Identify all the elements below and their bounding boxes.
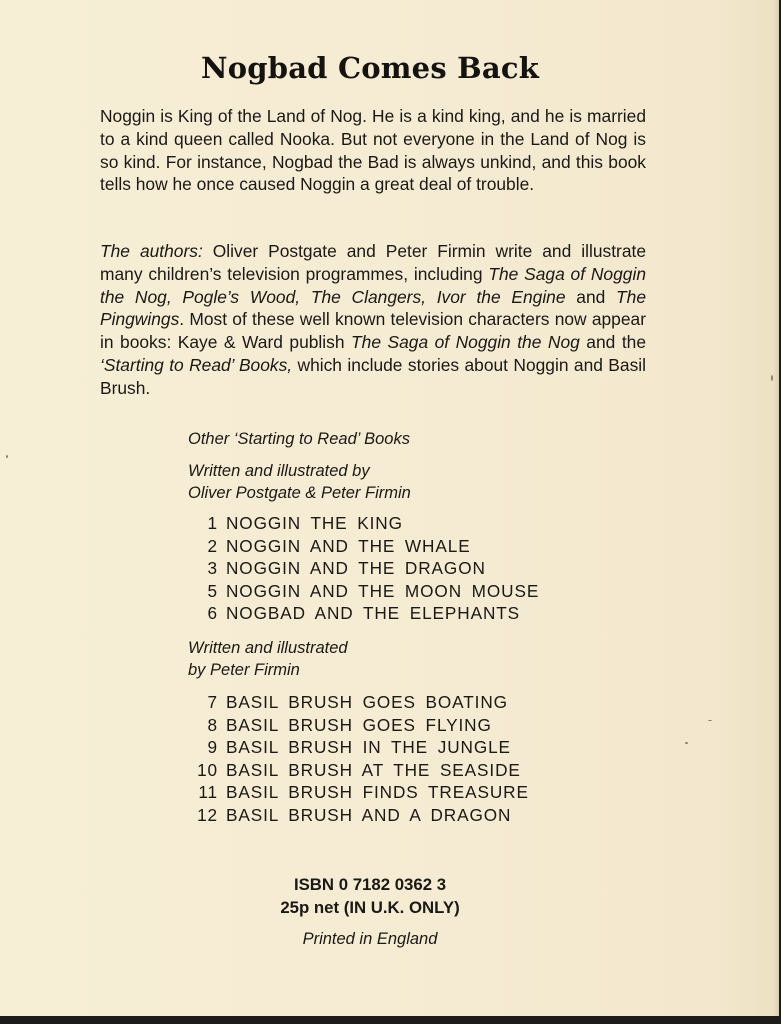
book-number: 10 bbox=[197, 759, 218, 780]
blurb-paragraph: Noggin is King of the Land of Nog. He is a kind king, and he is married to a kind queen called Nooka. But not everyone in the Land of Nog is so kind. For instance, Nogbad the Bad is always unkind, and this book tells how he once caused Noggin a great deal of trouble. bbox=[100, 106, 646, 195]
authors-text: . Most of these well known television characters now appear in books: Kaye & Ward publish bbox=[100, 309, 646, 353]
printed-in: Printed in England bbox=[302, 930, 438, 948]
list-item bbox=[188, 557, 608, 580]
colophon bbox=[200, 873, 540, 949]
book-number: 5 bbox=[207, 580, 218, 601]
list-item bbox=[188, 759, 608, 782]
book-number: 11 bbox=[198, 782, 218, 803]
book-number: 1 bbox=[207, 513, 218, 533]
credit-line: Written and illustrated by bbox=[188, 462, 370, 480]
programme-title: The Pingwings bbox=[100, 286, 646, 330]
spine-edge bbox=[773, 0, 779, 1016]
book-series-title: ‘Starting to Read’ Books, bbox=[100, 354, 293, 375]
book-title-item: BASIL BRUSH GOES BOATING bbox=[226, 692, 508, 712]
book-title-item: NOGGIN AND THE MOON MOUSE bbox=[226, 580, 540, 601]
paper-speck bbox=[685, 742, 688, 744]
book-number: 2 bbox=[207, 535, 218, 556]
book-list-noggin bbox=[188, 512, 608, 625]
book-number: 7 bbox=[207, 692, 218, 712]
book-number: 8 bbox=[207, 714, 218, 735]
authors-paragraph bbox=[100, 240, 646, 400]
book-title-item: NOGBAD AND THE ELEPHANTS bbox=[226, 603, 521, 624]
list-item bbox=[188, 736, 608, 759]
paper-speck bbox=[6, 455, 8, 458]
list-item bbox=[188, 580, 608, 603]
authors-text: which include stories about Noggin and Basil Brush. bbox=[100, 354, 646, 398]
price: 25p net (IN U.K. ONLY) bbox=[280, 898, 460, 917]
list-item bbox=[188, 691, 608, 714]
book-title-item: BASIL BRUSH AT THE SEASIDE bbox=[226, 759, 521, 780]
list-item bbox=[188, 602, 608, 625]
list-item bbox=[188, 714, 608, 737]
credit-line: Written and illustrated bbox=[188, 639, 348, 657]
list-item bbox=[188, 512, 608, 535]
book-number: 9 bbox=[207, 737, 218, 758]
book-title-item: BASIL BRUSH AND A DRAGON bbox=[226, 804, 512, 825]
book-title-item: BASIL BRUSH GOES FLYING bbox=[226, 714, 492, 735]
book-title-item: NOGGIN AND THE DRAGON bbox=[226, 558, 486, 579]
isbn: ISBN 0 7182 0362 3 bbox=[293, 875, 447, 894]
book-number: 12 bbox=[197, 804, 218, 825]
book-list-basil bbox=[188, 691, 608, 827]
list-item bbox=[188, 804, 608, 827]
authors-text: Oliver Postgate and Peter Firmin write and illustrate many children’s television programmes, including bbox=[100, 241, 646, 284]
book-number: 6 bbox=[207, 603, 218, 624]
series-section-basil bbox=[188, 637, 608, 827]
series-heading: Other ‘Starting to Read’ Books bbox=[188, 430, 410, 448]
paper-speck bbox=[708, 720, 712, 721]
credit-line: by Peter Firmin bbox=[188, 661, 300, 679]
book-series-title: The Saga of Noggin the Nog bbox=[351, 332, 580, 353]
book-number: 3 bbox=[207, 558, 218, 579]
paper-speck bbox=[771, 375, 773, 381]
book-title-item: NOGGIN AND THE WHALE bbox=[226, 535, 471, 556]
authors-text: and the bbox=[579, 332, 647, 353]
authors-text: and bbox=[565, 286, 617, 307]
book-title-item: BASIL BRUSH FINDS TREASURE bbox=[226, 782, 529, 803]
list-item bbox=[188, 535, 608, 558]
authors-lead: The authors: bbox=[100, 241, 203, 261]
series-section bbox=[188, 428, 608, 625]
credit-line: Oliver Postgate & Peter Firmin bbox=[188, 484, 411, 502]
book-title-item: BASIL BRUSH IN THE JUNGLE bbox=[226, 737, 511, 758]
book-title: Nogbad Comes Back bbox=[200, 51, 539, 85]
book-title-item: NOGGIN THE KING bbox=[226, 513, 403, 533]
list-item bbox=[188, 781, 608, 804]
programme-titles: The Saga of Noggin the Nog, Pogle’s Wood, The Clangers, Ivor the Engine bbox=[100, 263, 646, 307]
